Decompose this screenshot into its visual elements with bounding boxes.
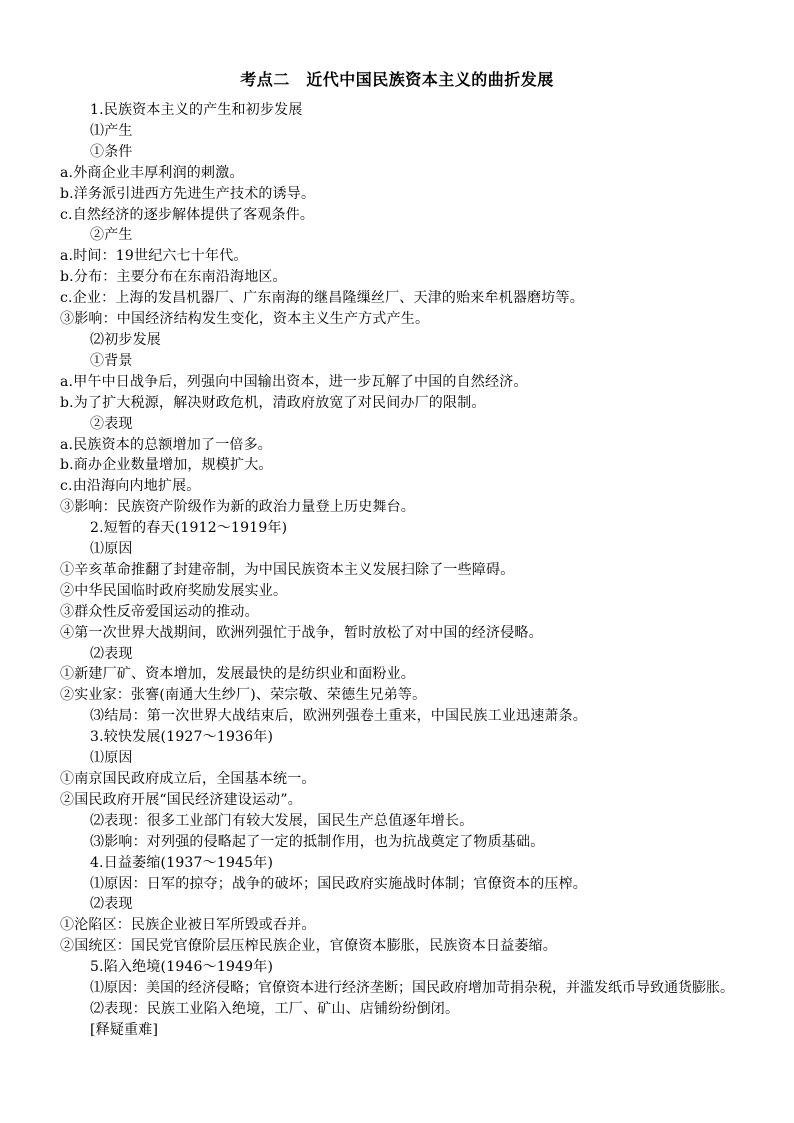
subheading: ⑵初步发展 <box>90 331 161 348</box>
subheading: ②产生 <box>90 227 133 244</box>
wrapped-paragraph: ⑴原因：美国的经济侵略；官僚资本进行经济垄断；国民政府增加苛捐杂税，并滥发纸币导致通货膨胀。 <box>90 980 734 997</box>
section-heading-4: 4.日益萎缩(1937～1945年) <box>90 854 274 871</box>
text-line: c.企业：上海的发昌机器厂、广东南海的继昌隆缫丝厂、天津的贻来牟机器磨坊等。 <box>60 290 584 307</box>
text-line: ③影响：中国经济结构发生变化，资本主义生产方式产生。 <box>60 311 430 328</box>
subheading: ②表现 <box>90 415 133 432</box>
text-line: ⑴原因：日军的掠夺；战争的破坏；国民政府实施战时体制；官僚资本的压榨。 <box>90 875 587 892</box>
text-line: ②实业家：张謇(南通大生纱厂)、荣宗敬、荣德生兄弟等。 <box>60 687 427 704</box>
text-line: ②国民政府开展“国民经济建设运动”。 <box>60 791 302 808</box>
text-line: ⑵表现：民族工业陷入绝境，工厂、矿山、店铺纷纷倒闭。 <box>90 1000 460 1017</box>
text-line: c.由沿海向内地扩展。 <box>60 478 201 495</box>
text-line: a.民族资本的总额增加了一倍多。 <box>60 436 272 453</box>
text-line: ③群众性反帝爱国运动的推动。 <box>60 603 259 620</box>
text-line: b.分布：主要分布在东南沿海地区。 <box>60 269 287 286</box>
subheading: ①条件 <box>90 143 133 160</box>
text-line: a.外商企业丰厚利润的刺激。 <box>60 164 244 181</box>
subheading: ⑴产生 <box>90 122 133 139</box>
text-line: ⑶影响：对列强的侵略起了一定的抵制作用，也为抗战奠定了物质基础。 <box>90 833 545 850</box>
subheading: ①背景 <box>90 352 133 369</box>
text-line: ⑵表现：很多工业部门有较大发展，国民生产总值逐年增长。 <box>90 812 474 829</box>
text-line: b.为了扩大税源，解决财政危机，清政府放宽了对民间办厂的限制。 <box>60 394 486 411</box>
text-line: ②中华民国临时政府奖励发展实业。 <box>60 582 288 599</box>
text-line: ①沦陷区：民族企业被日军所毁或吞并。 <box>60 917 316 934</box>
section-heading-1: 1.民族资本主义的产生和初步发展 <box>90 102 303 118</box>
section-heading-5: 5.陷入绝境(1946～1949年) <box>90 959 274 976</box>
text-line: ①南京国民政府成立后，全国基本统一。 <box>60 771 316 787</box>
subheading: ⑴原因 <box>90 541 133 558</box>
subheading: ⑵表现 <box>90 645 133 662</box>
subheading: ⑴原因 <box>90 750 133 767</box>
text-line: ②国统区：国民党官僚阶层压榨民族企业，官僚资本膨胀，民族资本日益萎缩。 <box>60 938 557 955</box>
subheading: ⑵表现 <box>90 896 133 913</box>
page-title: 考点二 近代中国民族资本主义的曲折发展 <box>240 70 554 89</box>
text-line: ①新建厂矿、资本增加，发展最快的是纺织业和面粉业。 <box>60 666 415 683</box>
text-line: ①辛亥革命推翻了封建帝制，为中国民族资本主义发展扫除了一些障碍。 <box>60 561 515 578</box>
text-line: c.自然经济的逐步解体提供了客观条件。 <box>60 206 315 223</box>
section-heading-3: 3.较快发展(1927～1936年) <box>90 729 274 746</box>
text-line: ③影响：民族资产阶级作为新的政治力量登上历史舞台。 <box>60 499 415 516</box>
section-note: [释疑重难] <box>90 1021 159 1038</box>
section-heading-2: 2.短暂的春天(1912～1919年) <box>90 520 288 537</box>
text-line: b.商办企业数量增加，规模扩大。 <box>60 457 273 474</box>
text-line: ⑶结局：第一次世界大战结束后，欧洲列强卷土重来，中国民族工业迅速萧条。 <box>90 708 587 725</box>
text-line: a.甲午中日战争后，列强向中国输出资本，进一步瓦解了中国的自然经济。 <box>60 373 528 390</box>
text-line: a.时间：19世纪六七十年代。 <box>60 248 248 265</box>
text-line: ④第一次世界大战期间，欧洲列强忙于战争，暂时放松了对中国的经济侵略。 <box>60 624 543 641</box>
document-body <box>60 100 740 1041</box>
text-line: b.洋务派引进西方先进生产技术的诱导。 <box>60 185 316 202</box>
